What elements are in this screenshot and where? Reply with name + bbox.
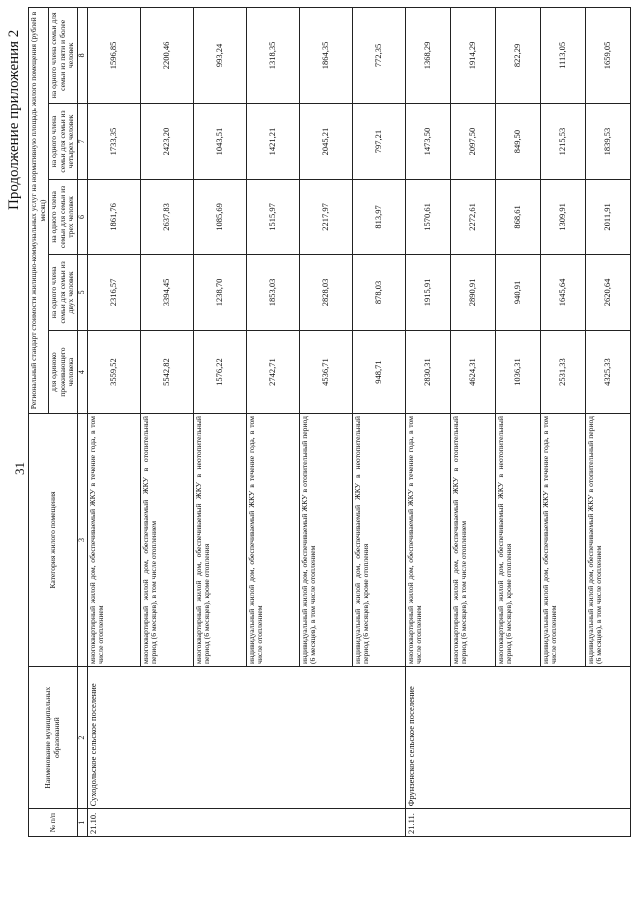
- value-cell: 2423,20: [140, 103, 193, 180]
- header-category: Категория жилого помещения: [29, 414, 78, 667]
- page-number: 31: [12, 462, 27, 475]
- value-cell: 993,24: [193, 8, 246, 104]
- table-body: [87, 8, 630, 837]
- category-cell: индивидуальный жилой дом, обеспечиваемый ЖКУ в течение года, в том числе отоплением: [540, 414, 585, 667]
- value-cell: 4624,31: [450, 331, 495, 414]
- category-cell: многоквартирный жилой дом, обеспечиваемый ЖКУ в неотопительный период (6 месяцев), кроме отопления: [193, 414, 246, 667]
- table-row: [405, 8, 450, 837]
- value-cell: 4536,71: [299, 331, 352, 414]
- housing-cost-table: [28, 7, 631, 837]
- value-cell: 2217,97: [299, 180, 352, 254]
- value-cell: 1733,35: [87, 103, 140, 180]
- header-no: № п/п: [29, 809, 78, 837]
- value-cell: 797,21: [352, 103, 405, 180]
- value-cell: 1215,53: [540, 103, 585, 180]
- category-cell: многоквартирный жилой дом, обеспечиваемый ЖКУ в течение года, в том числе отоплением: [87, 414, 140, 667]
- value-cell: 1318,35: [246, 8, 299, 104]
- value-cell: 1839,53: [585, 103, 630, 180]
- header-index: 3: [77, 414, 87, 667]
- value-cell: 2742,71: [246, 331, 299, 414]
- value-cell: 1368,29: [405, 8, 450, 104]
- header-standard: Региональный стандарт стоимости жилищно-коммунальных услуг на нормативную площадь жилого помещения (рублей в месяц): [29, 8, 49, 414]
- value-cell: 1576,22: [193, 331, 246, 414]
- value-cell: 3559,52: [87, 331, 140, 414]
- category-cell: индивидуальный жилой дом, обеспечиваемый ЖКУ в отопительный период (6 месяцев), в том числе отоплением: [299, 414, 352, 667]
- continuation-title: Продолжение приложения 2: [6, 29, 22, 210]
- value-cell: 1596,85: [87, 8, 140, 104]
- header-sub-4: на одного члена семьи для семьи из четырех человек: [49, 103, 78, 180]
- municipality-name: Фрунзенское сельское поселение: [405, 666, 630, 808]
- value-cell: 4325,33: [585, 331, 630, 414]
- header-index: 6: [77, 180, 87, 254]
- header-sub-3: на одного члена семьи для семьи из трех человек: [49, 180, 78, 254]
- value-cell: 1864,35: [299, 8, 352, 104]
- value-cell: 1659,05: [585, 8, 630, 104]
- header-index: 7: [77, 103, 87, 180]
- municipality-name: Суходольское сельское поселение: [87, 666, 405, 808]
- value-cell: 1043,51: [193, 103, 246, 180]
- value-cell: 2531,33: [540, 331, 585, 414]
- category-cell: индивидуальный жилой дом, обеспечиваемый ЖКУ в течение года, в том числе отоплением: [246, 414, 299, 667]
- value-cell: 1915,91: [405, 254, 450, 331]
- value-cell: 3394,45: [140, 254, 193, 331]
- value-cell: 868,61: [495, 180, 540, 254]
- value-cell: 940,91: [495, 254, 540, 331]
- value-cell: 2637,83: [140, 180, 193, 254]
- value-cell: 813,97: [352, 180, 405, 254]
- header-index: 1: [77, 809, 87, 837]
- value-cell: 1309,91: [540, 180, 585, 254]
- value-cell: 1036,31: [495, 331, 540, 414]
- category-cell: многоквартирный жилой дом, обеспечиваемый ЖКУ в неотопительный период (6 месяцев), кроме отопления: [495, 414, 540, 667]
- header-index: 5: [77, 254, 87, 331]
- value-cell: 1645,64: [540, 254, 585, 331]
- value-cell: 1238,70: [193, 254, 246, 331]
- category-cell: многоквартирный жилой дом, обеспечиваемый ЖКУ в течение года, в том числе отоплением: [405, 414, 450, 667]
- value-cell: 5542,82: [140, 331, 193, 414]
- value-cell: 1113,05: [540, 8, 585, 104]
- value-cell: 948,71: [352, 331, 405, 414]
- value-cell: 1914,29: [450, 8, 495, 104]
- value-cell: 2828,03: [299, 254, 352, 331]
- header-index: 4: [77, 331, 87, 414]
- value-cell: 2045,21: [299, 103, 352, 180]
- value-cell: 2620,64: [585, 254, 630, 331]
- header-sub-2: на одного члена семьи для семьи из двух человек: [49, 254, 78, 331]
- value-cell: 1421,21: [246, 103, 299, 180]
- value-cell: 1570,61: [405, 180, 450, 254]
- value-cell: 1085,69: [193, 180, 246, 254]
- value-cell: 822,29: [495, 8, 540, 104]
- category-cell: многоквартирный жилой дом, обеспечиваемый ЖКУ в отопительный период (6 месяцев), в том числе отоплением: [140, 414, 193, 667]
- value-cell: 1853,03: [246, 254, 299, 331]
- value-cell: 2097,50: [450, 103, 495, 180]
- value-cell: 2316,57: [87, 254, 140, 331]
- header-sub-1: для одиноко проживающего человека: [49, 331, 78, 414]
- value-cell: 2830,31: [405, 331, 450, 414]
- value-cell: 2272,61: [450, 180, 495, 254]
- category-cell: многоквартирный жилой дом, обеспечиваемый ЖКУ в отопительный период (6 месяцев), в том числе отоплением: [450, 414, 495, 667]
- header-index: 8: [77, 8, 87, 104]
- row-number: 21.10.: [87, 809, 405, 837]
- value-cell: 1515,97: [246, 180, 299, 254]
- category-cell: индивидуальный жилой дом, обеспечиваемый ЖКУ в отопительный период (6 месяцев), в том числе отоплением: [585, 414, 630, 667]
- row-number: 21.11.: [405, 809, 630, 837]
- value-cell: 2200,46: [140, 8, 193, 104]
- header-name: Наименование муниципальных образований: [29, 666, 78, 808]
- value-cell: 772,35: [352, 8, 405, 104]
- table-row: [87, 8, 140, 837]
- value-cell: 2890,91: [450, 254, 495, 331]
- category-cell: индивидуальный жилой дом, обеспечиваемый ЖКУ в неотопительный период (6 месяцев), кроме отопления: [352, 414, 405, 667]
- value-cell: 849,50: [495, 103, 540, 180]
- value-cell: 2011,91: [585, 180, 630, 254]
- header-sub-5: на одного члена семьи для семьи из пяти и более человек: [49, 8, 78, 104]
- value-cell: 1861,76: [87, 180, 140, 254]
- value-cell: 878,03: [352, 254, 405, 331]
- header-index: 2: [77, 666, 87, 808]
- value-cell: 1473,50: [405, 103, 450, 180]
